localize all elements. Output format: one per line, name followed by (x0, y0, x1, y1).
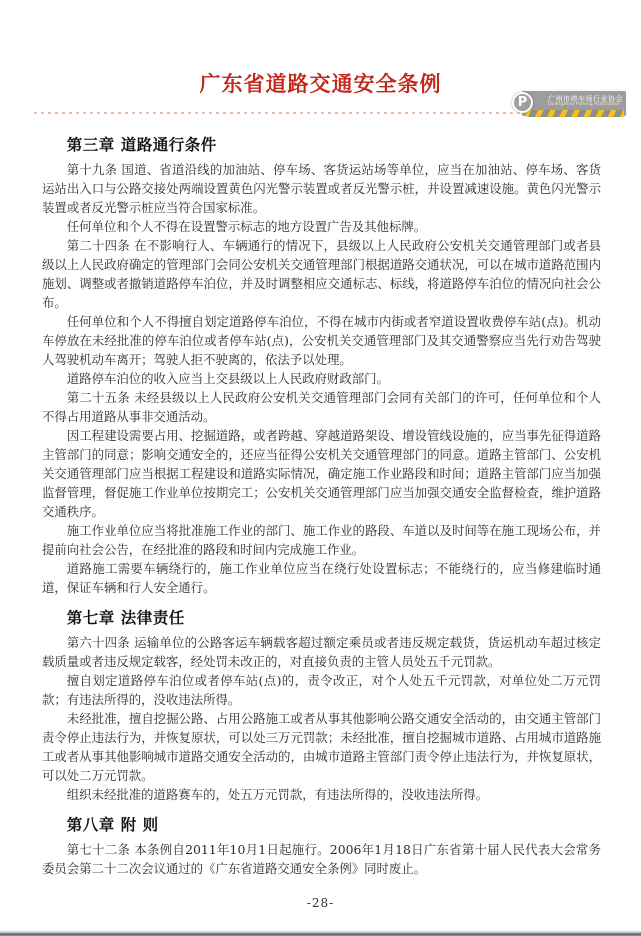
page-number: -28- (306, 896, 335, 910)
paragraph: 因工程建设需要占用、挖掘道路，或者跨越、穿越道路架设、增设管线设施的，应当事先征得道路主管部门的同意；影响交通安全的，还应当征得公安机关交通管理部门的同意。道路主管部门、公安机关交通管理部门应当根据工程建设和道路实际情况，确定施工作业路段和时间；道路主管部门应当加强监督管理，督促施工作业单位按期完工；公安机关交通管理部门应当加强交通安全监督检查，维护道路交通秩序。 (42, 428, 601, 519)
section-heading: 第七章 法律责任 (66, 608, 185, 627)
paragraph: 擅自划定道路停车泊位或者停车站(点)的，责令改正，对个人处五千元罚款，对单位处二万元罚款；有违法所得的，没收违法所得。 (42, 673, 601, 707)
page-title: 广东省道路交通安全条例 (199, 71, 442, 96)
bottom-edge-bar (0, 930, 641, 936)
paragraph: 任何单位和个人不得在设置警示标志的地方设置广告及其他标牌。 (66, 219, 427, 234)
paragraph: 第七十二条 本条例自2011年10月1日起施行。2006年1月18日广东省第十届人民代表大会常务委员会第二十二次会议通过的《广东省道路交通安全条例》同时废止。 (42, 842, 601, 876)
section-chapter-8 (42, 813, 601, 878)
hazard-stripes (526, 110, 624, 117)
paragraph: 道路施工需要车辆绕行的，施工作业单位应当在绕行处设置标志；不能绕行的，应当修建临时通道，保证车辆和行人安全通行。 (42, 561, 601, 595)
paragraph: 第二十四条 在不影响行人、车辆通行的情况下，县级以上人民政府公安机关交通管理部门或者县级以上人民政府确定的管理部门会同公安机关交通管理部门根据道路交通状况，可以在城市道路范围内施划、调整或者撤销道路停车泊位，并及时调整相应交通标志、标线，将道路停车泊位的情况向社会公布。 (42, 238, 601, 310)
parking-association-logo (512, 90, 626, 117)
logo-org-name-en: Guangzhou Parking Association (548, 102, 621, 107)
paragraph: 施工作业单位应当将批准施工作业的部门、施工作业的路段、车道以及时间等在施工现场公布，并提前向社会公告，在经批准的路段和时间内完成施工作业。 (42, 523, 601, 557)
paragraph: 第十九条 国道、省道沿线的加油站、停车场、客货运站场等单位，应当在加油站、停车场、客货运站出入口与公路交接处两端设置黄色闪光警示装置或者反光警示桩，并设置减速设施。黄色闪光警示装置或者反光警示桩应当符合国家标准。 (42, 162, 601, 215)
paragraph: 道路停车泊位的收入应当上交县级以上人民政府财政部门。 (66, 371, 389, 386)
section-chapter-7 (42, 606, 601, 804)
section-heading: 第三章 道路通行条件 (66, 135, 217, 154)
logo-org-name-cn: 广州市停车场行业协会 (548, 95, 623, 103)
paragraph: 未经批准，擅自挖掘公路、占用公路施工或者从事其他影响公路交通安全活动的，由交通主管部门责令停止违法行为，并恢复原状，可以处三万元罚款；未经批准，擅自挖掘城市道路、占用城市道路施工或者从事其他影响城市道路交通安全活动的，由城市道路主管部门责令停止违法行为，并恢复原状，可以处二万元罚款。 (42, 711, 601, 783)
paragraph: 第二十五条 未经县级以上人民政府公安机关交通管理部门会同有关部门的许可，任何单位和个人不得占用道路从事非交通活动。 (42, 390, 601, 424)
paragraph: 第六十四条 运输单位的公路客运车辆载客超过额定乘员或者违反规定载货，货运机动车超过核定载质量或者违反规定载客，经处罚未改正的，对直接负责的主管人员处五千元罚款。 (42, 635, 601, 669)
section-heading: 第八章 附 则 (66, 815, 159, 834)
paragraph: 任何单位和个人不得擅自划定道路停车泊位，不得在城市内街或者窄道设置收费停车站(点)。机动车停放在未经批准的停车泊位或者停车站(点)，公安机关交通管理部门及其交通警察应当先行劝告驾驶人驾驶机动车离开；驾驶人拒不驶离的，依法予以处理。 (42, 314, 601, 367)
parking-p-icon: P (512, 92, 533, 113)
section-chapter-3 (42, 133, 601, 597)
paragraph: 组织未经批准的道路赛车的，处五万元罚款，有违法所得的，没收违法所得。 (66, 787, 489, 802)
document-body (0, 114, 641, 878)
